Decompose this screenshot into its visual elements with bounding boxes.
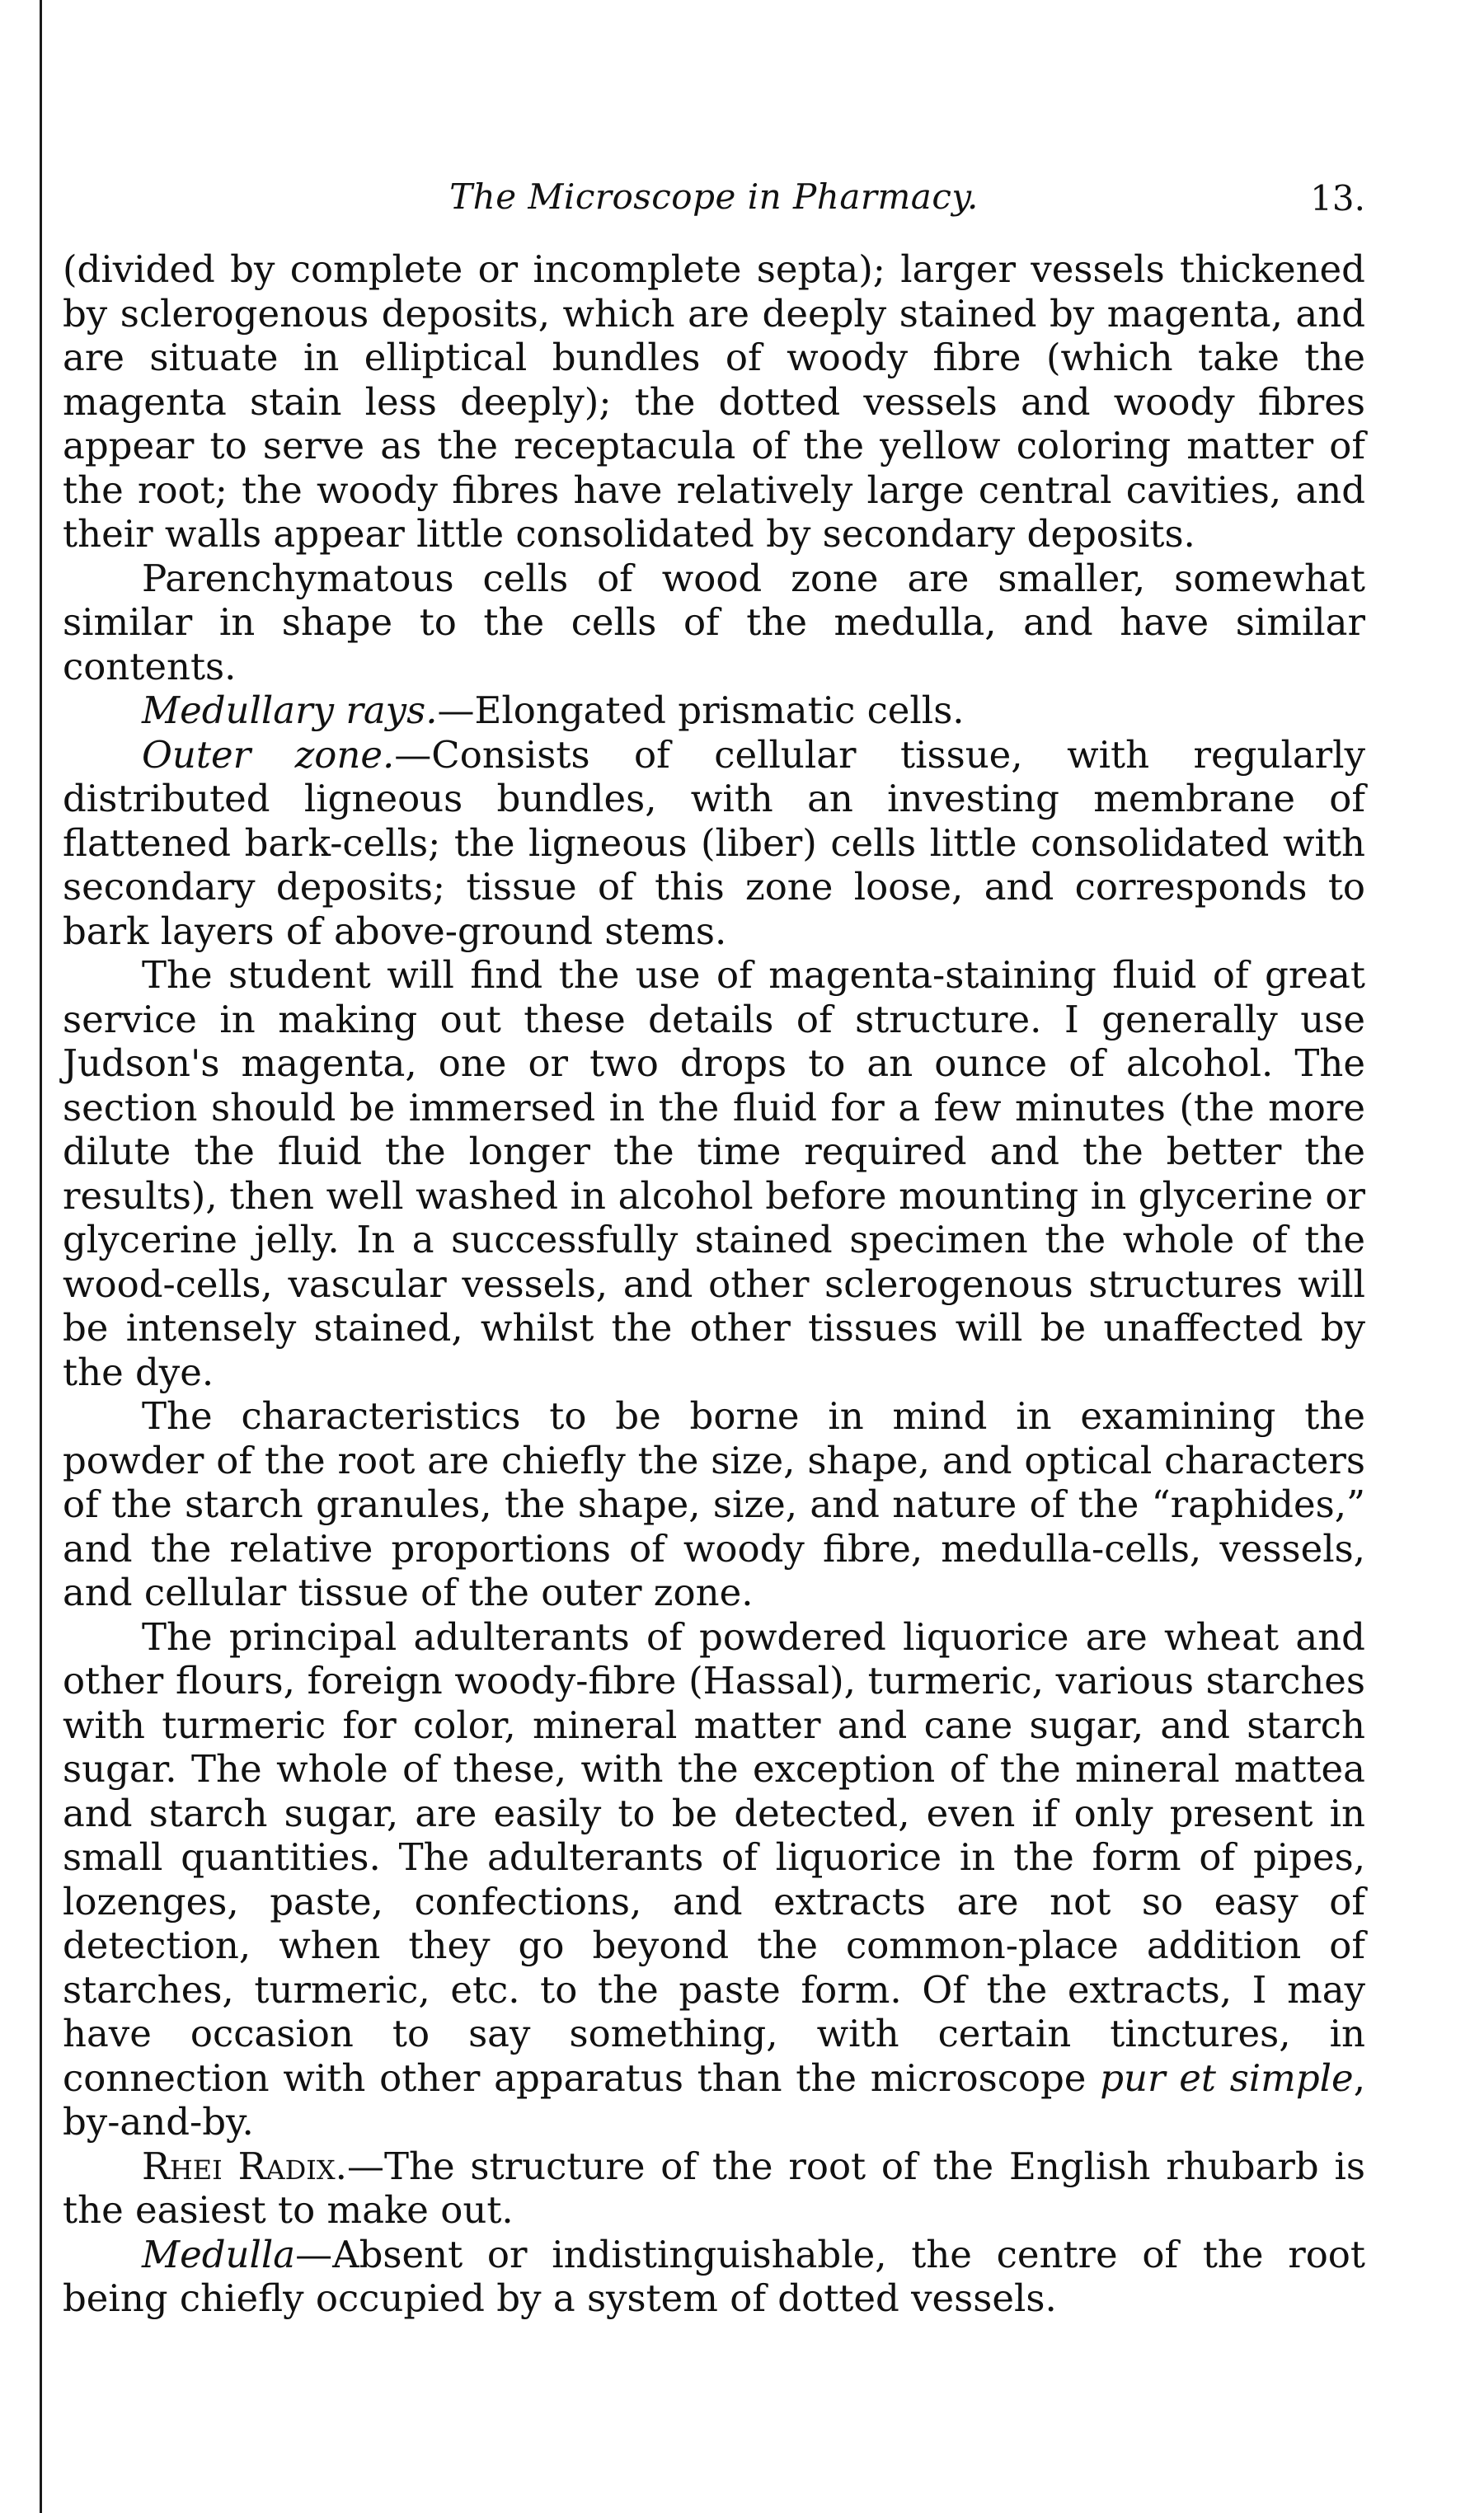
paragraph-9-text: —Absent or indistinguishable, the centre of the root being chiefly occupied by a system of dotted vessels. — [63, 2232, 1365, 2320]
running-title: The Microscope in Pharmacy. — [449, 176, 979, 217]
section-heading-rhei-radix: Rhei Radix. — [142, 2144, 347, 2188]
paragraph-1: (divided by complete or incomplete septa); larger vessels thickened by sclerogenous deposits, which are deeply stained by magenta, and are situate in elliptical bundles of woody fibre (which take the magenta stain less deeply); the dotted vessels and woody fibres appear to serve as the receptacula of the yellow coloring matter of the root; the woody fibres have relatively large central cavities, and their walls appear little consolidated by secondary deposits. — [63, 247, 1365, 556]
run-in-heading: Outer zone. — [142, 732, 395, 777]
paragraph-6: The characteristics to be borne in mind in examining the powder of the root are chiefly the size, shape, and optical characters of the starch granules, the shape, size, and nature of the “raphides,” and the relative proportions of woody fibre, medulla-cells, vessels, and cellular tissue of the outer zone. — [63, 1394, 1365, 1614]
paragraph-4-text: —Consists of cellular tissue, with regularly distributed ligneous bundles, with an investing membrane of flattened bark-cells; the ligneous (liber) cells little consolidated with secondary deposits; tissue of this zone loose, and corresponds to bark layers of above-ground stems. — [63, 732, 1365, 953]
page-number: 13. — [1310, 178, 1365, 218]
paragraph-7 — [63, 1615, 1365, 2144]
paragraph-2: Parenchymatous cells of wood zone are smaller, somewhat similar in shape to the cells of the medulla, and have similar contents. — [63, 556, 1365, 688]
body-text — [63, 247, 1365, 2321]
paragraph-7-end: , by-and-by. — [63, 2055, 1365, 2144]
run-in-heading: Medullary rays. — [142, 688, 438, 732]
paragraph-5: The student will find the use of magenta-staining fluid of great service in making out these details of structure. I generally use Judson's magenta, one or two drops to an ounce of alcohol. The section should be immersed in the fluid for a few minutes (the more dilute the fluid the longer the time required and the better the results), then well washed in alcohol before mounting in glycerine or glycerine jelly. In a successfully stained specimen the whole of the wood-cells, vascular vessels, and other sclerogenous structures will be intensely stained, whilst the other tissues will be unaffected by the dye. — [63, 953, 1365, 1394]
paragraph-9 — [63, 2233, 1365, 2321]
paragraph-4 — [63, 733, 1365, 954]
run-in-heading: Medulla — [142, 2232, 296, 2276]
paragraph-8 — [63, 2144, 1365, 2233]
document-page — [63, 170, 1365, 2321]
paragraph-7-text: The principal adulterants of powdered liquorice are wheat and other flours, foreign woody-fibre (Hassal), turmeric, various starches with turmeric for color, mineral matter and cane sugar, and starch sugar. The whole of these, with the exception of the mineral mattea and starch sugar, are easily to be detected, even if only present in small quantities. The adulterants of liquorice in the form of pipes, lozenges, paste, confections, and extracts are not so easy of detection, when they go beyond the common-place addition of starches, turmeric, etc. to the paste form. Of the extracts, I may have occasion to say something, with certain tinctures, in connection with other apparatus than the microscope — [63, 1614, 1365, 2100]
paragraph-8-text: —The structure of the root of the English rhubarb is the easiest to make out. — [63, 2144, 1365, 2232]
paragraph-3-text: —Elongated prismatic cells. — [437, 688, 965, 732]
page-margin-rule — [40, 0, 42, 2513]
page-header — [63, 170, 1365, 236]
italic-phrase: pur et simple — [1100, 2055, 1354, 2100]
paragraph-3 — [63, 688, 1365, 733]
